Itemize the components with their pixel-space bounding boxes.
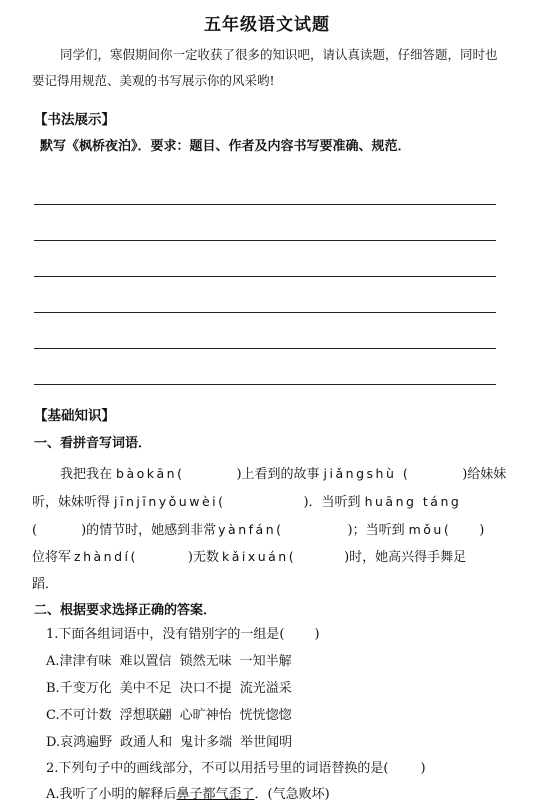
mc-stem-end: ) xyxy=(314,627,320,642)
option-word: 锁然无味 xyxy=(179,654,232,669)
option-d[interactable] xyxy=(46,731,300,750)
option-word: 政通人和 xyxy=(120,735,173,750)
option-word: 难以置信 xyxy=(119,654,172,669)
mc-stem: 2.下列句子中的画线部分，不可以用括号里的词语替换的是( xyxy=(46,761,389,776)
option-word: 流光溢采 xyxy=(239,681,292,696)
calligraphy-heading: 【书法展示】 xyxy=(34,112,115,128)
q1-line-1 xyxy=(60,463,506,482)
q1-text: )；当听到 xyxy=(347,523,405,538)
option-word: 决口不提 xyxy=(179,681,232,696)
option-word: 鬼计多端 xyxy=(180,735,233,750)
option-b[interactable] xyxy=(46,677,300,696)
option-text: A.我听了小明的解释后 xyxy=(46,787,177,802)
page-title: 五年级语文试题 xyxy=(204,15,330,35)
basics-heading: 【基础知识】 xyxy=(34,408,115,424)
writing-line[interactable] xyxy=(34,276,496,277)
mc-question-2 xyxy=(46,757,426,776)
question-2-title: 二、根据要求选择正确的答案． xyxy=(34,603,217,618)
option-word: 恍恍惚惚 xyxy=(239,708,292,723)
option-word: 心旷神怡 xyxy=(179,708,232,723)
q1-line-4 xyxy=(32,546,466,565)
q1-text: )给妹妹 xyxy=(462,467,507,482)
q1-text: 我把我在 xyxy=(60,467,113,482)
option-label: A. xyxy=(46,654,60,669)
option-text: ．(气急败坏) xyxy=(254,787,330,802)
q1-text: )上看到的故事 xyxy=(236,467,320,482)
q1-line-3 xyxy=(32,519,484,538)
mc-stem-end: ) xyxy=(420,761,426,776)
option-label: B. xyxy=(46,681,60,696)
writing-line[interactable] xyxy=(34,312,496,313)
writing-line[interactable] xyxy=(34,240,496,241)
pinyin-jinjinyouwei: jīnjīnyǒuwèi( xyxy=(114,494,226,509)
q1-text: )无数 xyxy=(187,550,219,565)
pinyin-huangtang: huāng táng xyxy=(364,494,462,509)
question-1-title: 一、看拼音写词语． xyxy=(34,436,152,451)
q1-text: 听，妹妹听得 xyxy=(32,495,111,510)
q1-line-2 xyxy=(32,491,461,510)
q1-text: ) xyxy=(479,523,485,538)
writing-line[interactable] xyxy=(34,204,496,205)
option-word: 千变万化 xyxy=(59,681,112,696)
pinyin-jiangshu: jiǎngshù ( xyxy=(323,466,411,481)
pinyin-kaixuan: kǎixuán( xyxy=(221,549,297,564)
option-label: D. xyxy=(46,735,61,750)
q1-text: )的情节时，她感到非常 xyxy=(81,523,217,538)
mc-question-1 xyxy=(46,623,320,642)
calligraphy-instruction: 默写《枫桥夜泊》．要求：题目、作者及内容书写要准确、规范． xyxy=(40,139,411,154)
option-c[interactable] xyxy=(46,704,300,723)
writing-line[interactable] xyxy=(34,384,496,385)
underlined-phrase: 鼻子都气歪了 xyxy=(176,787,255,802)
q1-text: 位将军 xyxy=(32,550,72,565)
q1-text: ( xyxy=(32,523,38,538)
option-word: 美中不足 xyxy=(119,681,172,696)
option-word: 不可计数 xyxy=(59,708,112,723)
q1-text: )时，她高兴得手舞足 xyxy=(344,550,467,565)
q1-text: )．当听到 xyxy=(303,495,361,510)
option-word: 浮想联翩 xyxy=(119,708,172,723)
pinyin-yanfan: yànfán( xyxy=(218,522,284,537)
writing-line[interactable] xyxy=(34,348,496,349)
option-label: C. xyxy=(46,708,60,723)
option-word: 哀鸿遍野 xyxy=(60,735,113,750)
intro-paragraph: 同学们，寒假期间你一定收获了很多的知识吧，请认真读题，仔细答题，同时也要记得用规范、美观的书写展示你的风采哟! xyxy=(32,47,498,88)
pinyin-baokan: bàokān( xyxy=(116,466,185,481)
mc-stem: 1.下面各组词语中，没有错别字的一组是( xyxy=(46,627,285,642)
option-a[interactable] xyxy=(46,650,300,669)
q1-line-5: 蹈． xyxy=(32,577,59,592)
option-2a[interactable] xyxy=(46,783,330,802)
option-word: 津津有味 xyxy=(59,654,112,669)
pinyin-mou: mǒu( xyxy=(408,522,452,537)
pinyin-zhandi: zhàndí( xyxy=(74,549,138,564)
option-word: 举世闻明 xyxy=(240,735,293,750)
option-word: 一知半解 xyxy=(239,654,292,669)
